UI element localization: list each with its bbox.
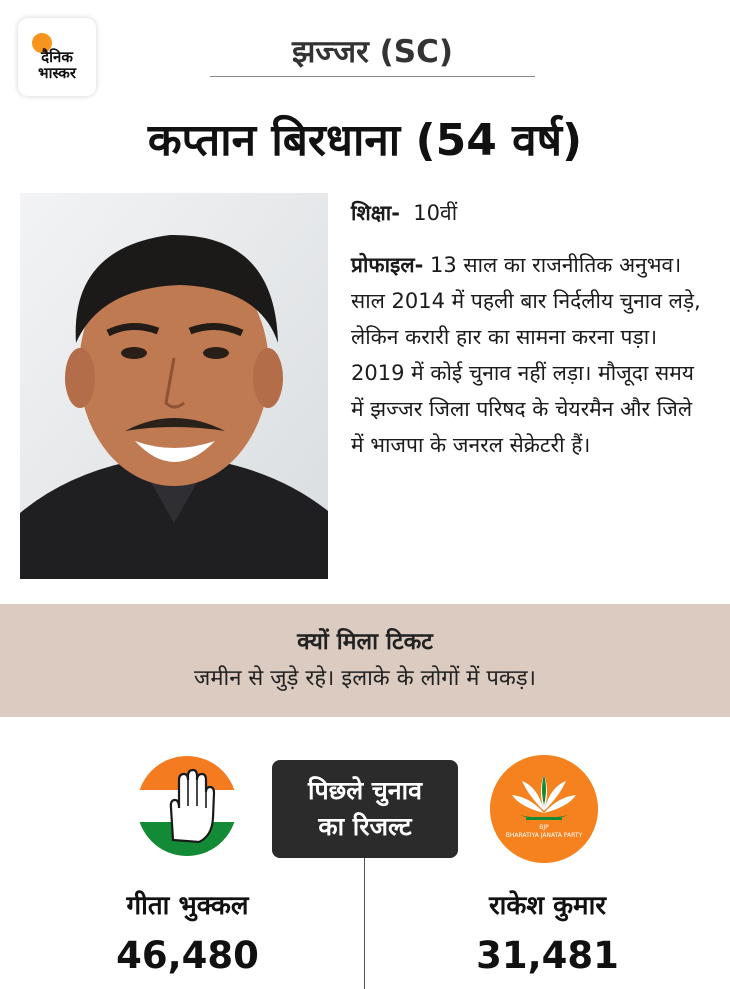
- ticket-heading: क्यों मिला टिकट: [297, 629, 433, 655]
- education-label: शिक्षा-: [351, 201, 400, 225]
- ticket-reason-band: [0, 604, 730, 717]
- candidate-name: गीता भुक्कल: [126, 891, 249, 921]
- candidate-name: राकेश कुमार: [489, 891, 606, 921]
- candidate-photo: [20, 193, 328, 579]
- congress-hand-icon: [137, 756, 237, 856]
- profile-text: 13 साल का राजनीतिक अनुभव। साल 2014 में पहली बार निर्दलीय चुनाव लड़े, लेकिन करारी हार का सामना करना पड़ा। 2019 में कोई चुनाव नहीं लड़ा। मौजूदा समय में झज्जर जिला परिषद के चेयरमैन और जिले में भाजपा के जनरल सेक्रेटरी हैं।: [351, 253, 701, 457]
- education-value: 10वीं: [413, 201, 458, 225]
- congress-candidate: [80, 886, 295, 977]
- candidate-info: [351, 195, 711, 463]
- vote-count: 46,480: [116, 934, 259, 977]
- bjp-abbr: BJP: [539, 824, 549, 831]
- bjp-candidate: [440, 886, 655, 977]
- bjp-party-text: BHARATIYA JANATA PARTY: [505, 832, 583, 839]
- ticket-reason: जमीन से जुड़े रहे। इलाके के लोगों में पकड़।: [194, 666, 536, 691]
- previous-result-label: [272, 760, 458, 858]
- bjp-lotus-icon: [490, 755, 598, 863]
- profile-label: प्रोफाइल-: [351, 253, 424, 277]
- logo-line-1: दैनिक: [41, 48, 73, 66]
- divider: [210, 76, 535, 77]
- candidate-title: कप्तान बिरधाना (54 वर्ष): [147, 115, 583, 166]
- previous-result-line-2: का रिजल्ट: [318, 812, 412, 841]
- constituency-name: झज्जर (SC): [291, 34, 454, 70]
- education-row: [351, 195, 711, 231]
- profile-row: [351, 247, 711, 463]
- vertical-divider: [364, 858, 365, 989]
- dainik-bhaskar-logo[interactable]: [18, 18, 96, 96]
- previous-result-line-1: पिछले चुनाव: [308, 776, 422, 805]
- vote-count: 31,481: [476, 934, 619, 977]
- logo-line-2: भास्कर: [38, 64, 76, 82]
